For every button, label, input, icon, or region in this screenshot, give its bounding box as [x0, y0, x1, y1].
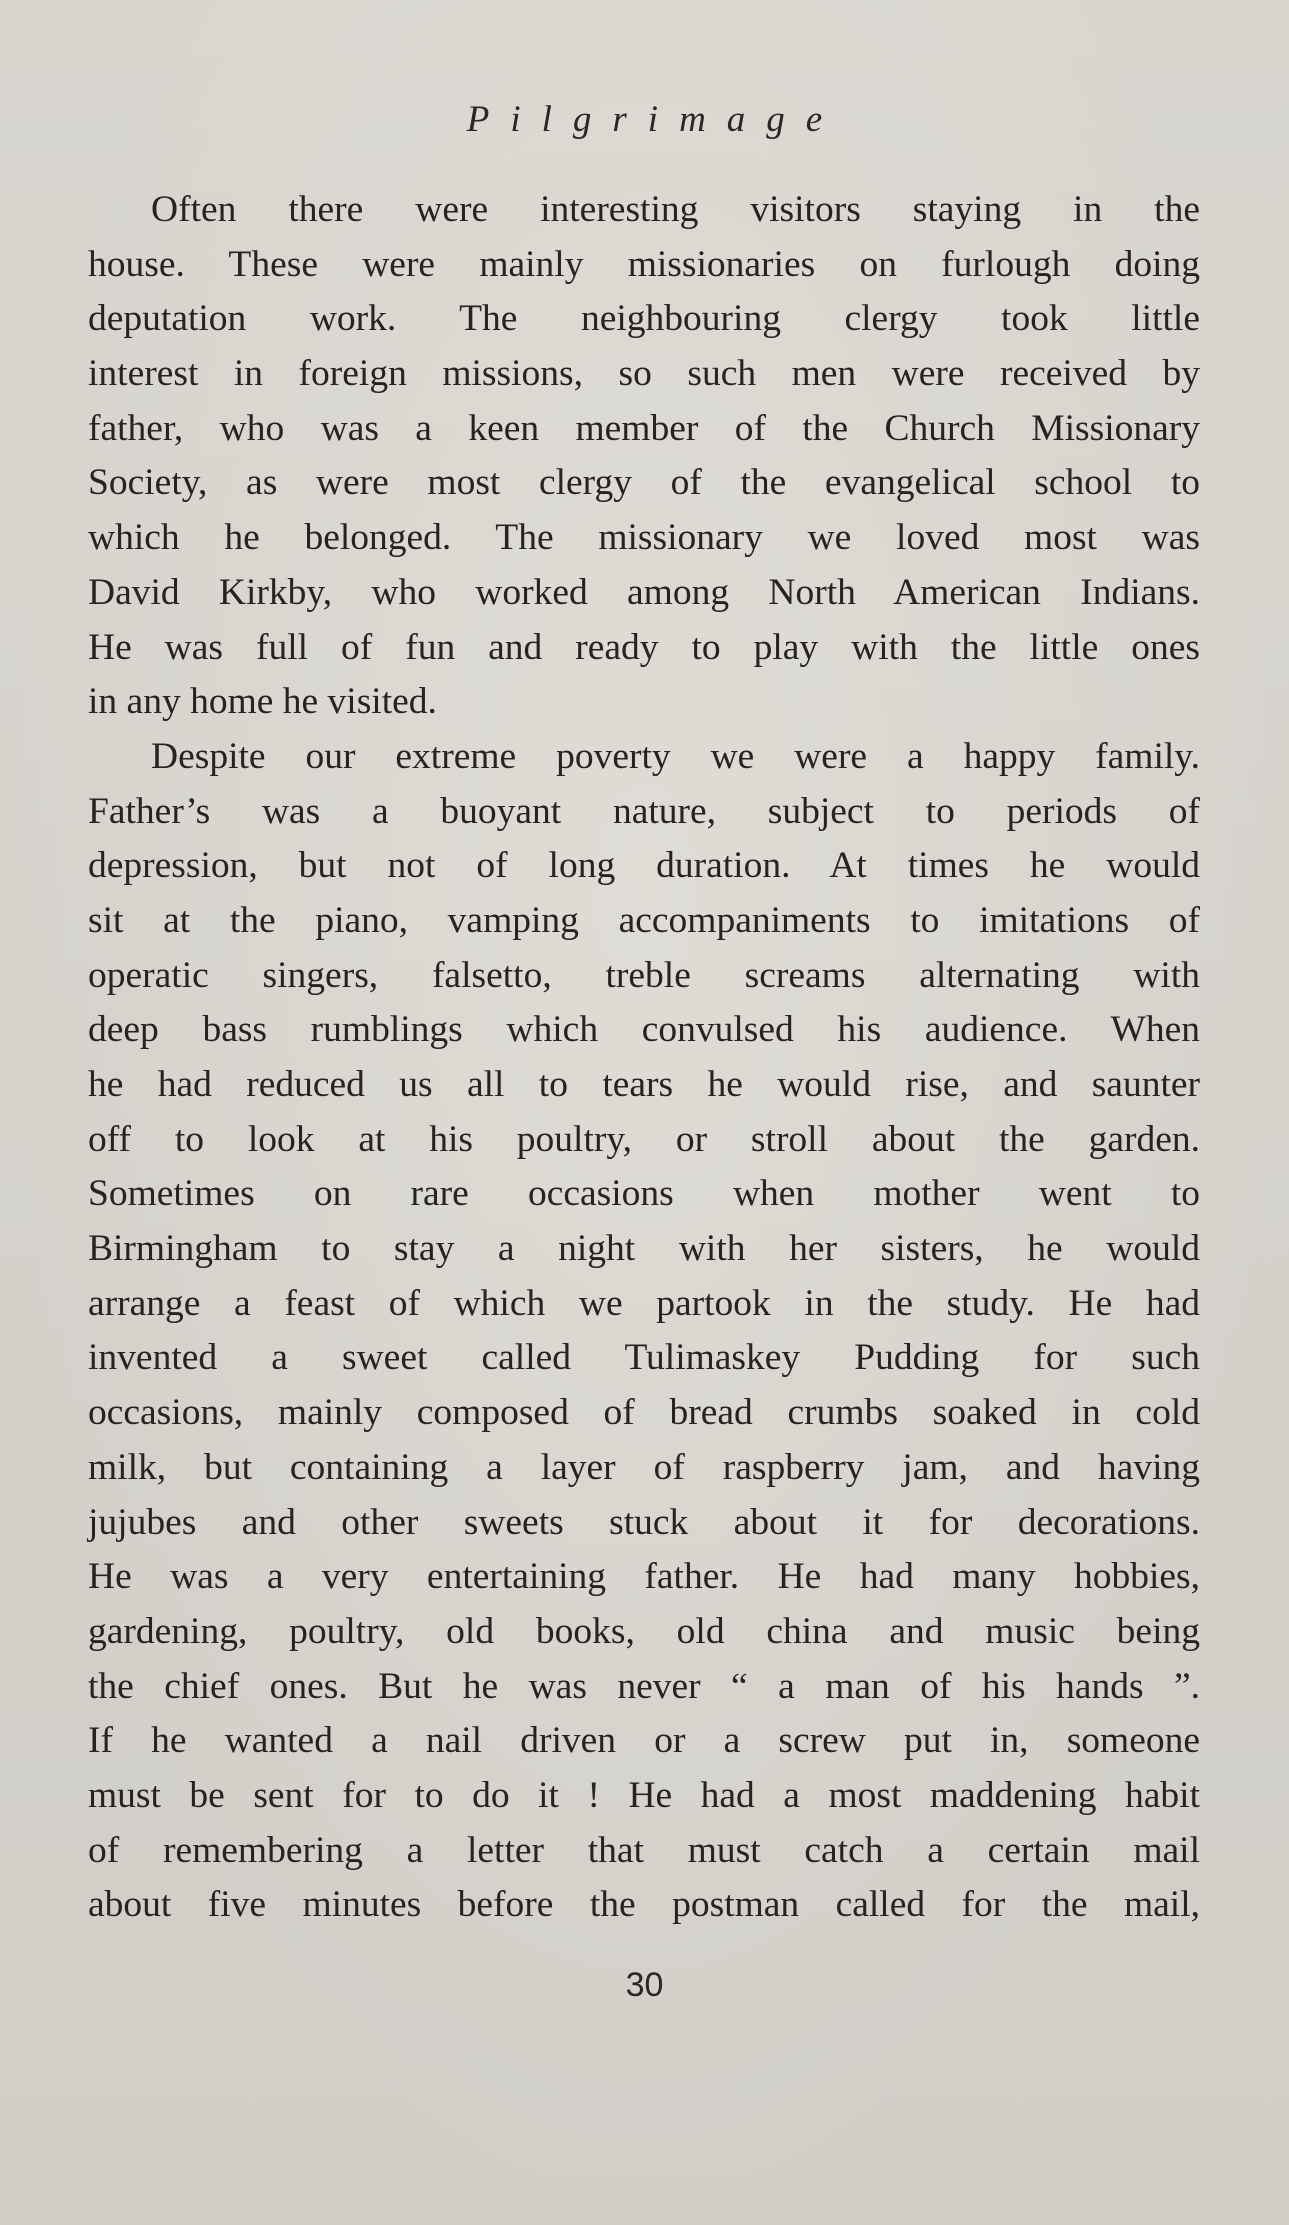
- text-line: Society, as were most clergy of the evangelical school to: [88, 462, 1200, 504]
- text-line: If he wanted a nail driven or a screw put in, someone: [88, 1720, 1200, 1762]
- text-line: arrange a feast of which we partook in the study. He had: [88, 1282, 1200, 1324]
- text-line: house. These were mainly missionaries on furlough doing: [88, 243, 1200, 285]
- body-text: [88, 183, 1200, 1933]
- text-line: invented a sweet called Tulimaskey Pudding for such: [88, 1337, 1200, 1379]
- text-line: Often there were interesting visitors staying in the: [151, 189, 1200, 230]
- text-line: about five minutes before the postman called for the mail,: [88, 1884, 1200, 1926]
- text-line: occasions, mainly composed of bread crumbs soaked in cold: [88, 1392, 1200, 1434]
- text-line: depression, but not of long duration. At times he would: [88, 845, 1200, 887]
- text-line: milk, but containing a layer of raspberry jam, and having: [88, 1446, 1200, 1488]
- text-line: operatic singers, falsetto, treble screams alternating with: [88, 954, 1200, 996]
- text-line: Sometimes on rare occasions when mother went to: [88, 1173, 1200, 1215]
- text-line: deputation work. The neighbouring clergy took little: [88, 298, 1200, 340]
- text-line: Despite our extreme poverty we were a happy family.: [151, 735, 1200, 777]
- running-head: Pilgrimage: [466, 99, 844, 140]
- text-line: Birmingham to stay a night with her sisters, he would: [88, 1228, 1200, 1270]
- text-line: father, who was a keen member of the Church Missionary: [88, 407, 1200, 449]
- text-line: deep bass rumblings which convulsed his audience. When: [88, 1009, 1200, 1051]
- text-line: must be sent for to do it ! He had a most maddening habit: [88, 1774, 1200, 1816]
- text-line: David Kirkby, who worked among North American Indians.: [88, 571, 1200, 613]
- text-line: He was a very entertaining father. He had many hobbies,: [88, 1556, 1200, 1598]
- text-line: jujubes and other sweets stuck about it for decorations.: [88, 1501, 1200, 1543]
- text-line: Father’s was a buoyant nature, subject to periods of: [88, 790, 1200, 832]
- text-line: He was full of fun and ready to play with the little ones: [88, 626, 1200, 668]
- text-line: off to look at his poultry, or stroll about the garden.: [88, 1118, 1200, 1160]
- text-line: the chief ones. But he was never “ a man of his hands ”.: [88, 1665, 1200, 1707]
- text-line: which he belonged. The missionary we loved most was: [88, 517, 1200, 559]
- text-line: gardening, poultry, old books, old china and music being: [88, 1610, 1200, 1652]
- text-line: interest in foreign missions, so such men were received by: [88, 353, 1200, 395]
- text-line: sit at the piano, vamping accompaniments to imitations of: [88, 899, 1200, 941]
- text-line: in any home he visited.: [88, 681, 437, 723]
- text-line: he had reduced us all to tears he would rise, and saunter: [88, 1064, 1200, 1105]
- page-number: 30: [625, 1966, 664, 2004]
- text-line: of remembering a letter that must catch a certain mail: [88, 1829, 1200, 1871]
